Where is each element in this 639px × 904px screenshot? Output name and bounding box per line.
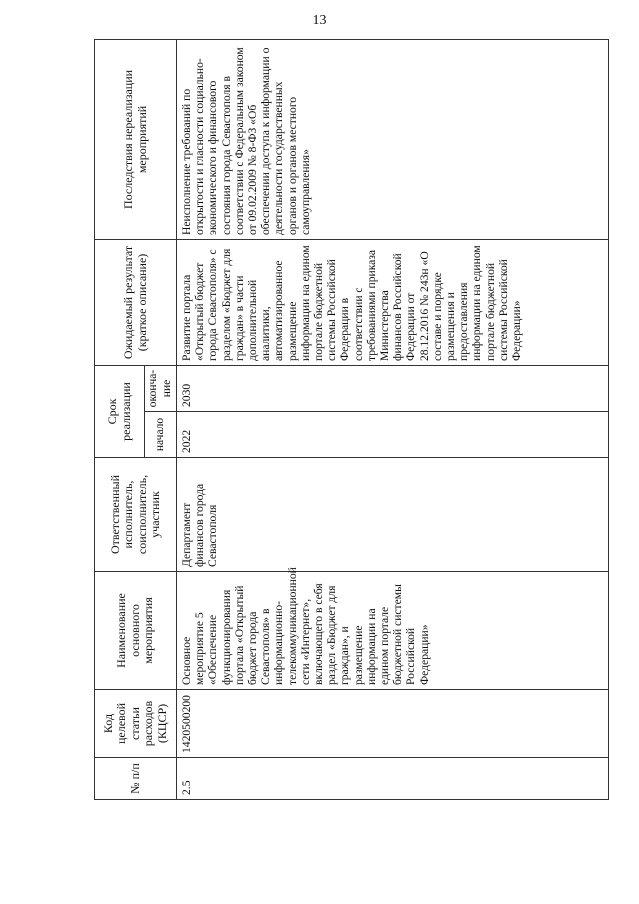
header-result: Ожидаемый результат (краткое описание)	[95, 239, 177, 365]
table-wrapper	[94, 40, 609, 800]
page-number: 13	[312, 13, 327, 28]
cell-start: 2022	[177, 412, 609, 458]
cell-end: 2030	[177, 365, 609, 411]
header-code: Код целевой статьи расходов (КЦСР)	[95, 690, 177, 758]
cell-responsible: Департамент финансов города Севастополя	[177, 458, 609, 572]
header-period: Срок реализации	[95, 365, 145, 457]
header-name: Наименование основного мероприятия	[95, 572, 177, 690]
header-row	[95, 39, 145, 799]
header-consequences: Последствия нереализации мероприятий	[95, 39, 177, 239]
cell-code: 1420500200	[177, 690, 609, 758]
cell-result: Развитие портала «Открытый бюджет города Севастополя» с разделом «Бюджет для граждан» в части дополнительной аналитики, автоматизированное размещение информации на едином портале бюджетной системы Российской Федерации в соответствии с требованиями приказа Министерства финансов Российской Федерации от 28.12.2016 № 243н «О составе и порядке размещения и предоставления информации на едином портале бюджетной системы Российской Федерации»	[177, 239, 609, 365]
header-responsible: Ответственный исполнитель, соисполнитель, участник	[95, 458, 177, 572]
cell-num: 2.5	[177, 758, 609, 800]
header-end: оконча-ние	[145, 365, 177, 411]
table-row	[177, 39, 609, 799]
cell-name: Основное мероприятие 5 «Обеспечение функционирования портала «Открытый бюджет города Севастополя» в информационно-телекоммуникационной сети «Интернет», включающего в себя раздел «Бюджет для граждан», и размещение информации на едином портале бюджетной системы Российской Федерации»	[177, 572, 609, 690]
rotated-table-frame	[94, 40, 609, 800]
cell-consequences: Неисполнение требований по открытости и гласности социально-экономического и финансового состояния города Севастополя в соответствии с Федеральным законом от 09.02.2009 № 8-ФЗ «Об обеспечении доступа к информации о деятельности государственных органов и органов местного самоуправления»	[177, 39, 609, 239]
activities-table	[94, 39, 609, 800]
header-num: № п/п	[95, 758, 177, 800]
header-start: начало	[145, 412, 177, 458]
